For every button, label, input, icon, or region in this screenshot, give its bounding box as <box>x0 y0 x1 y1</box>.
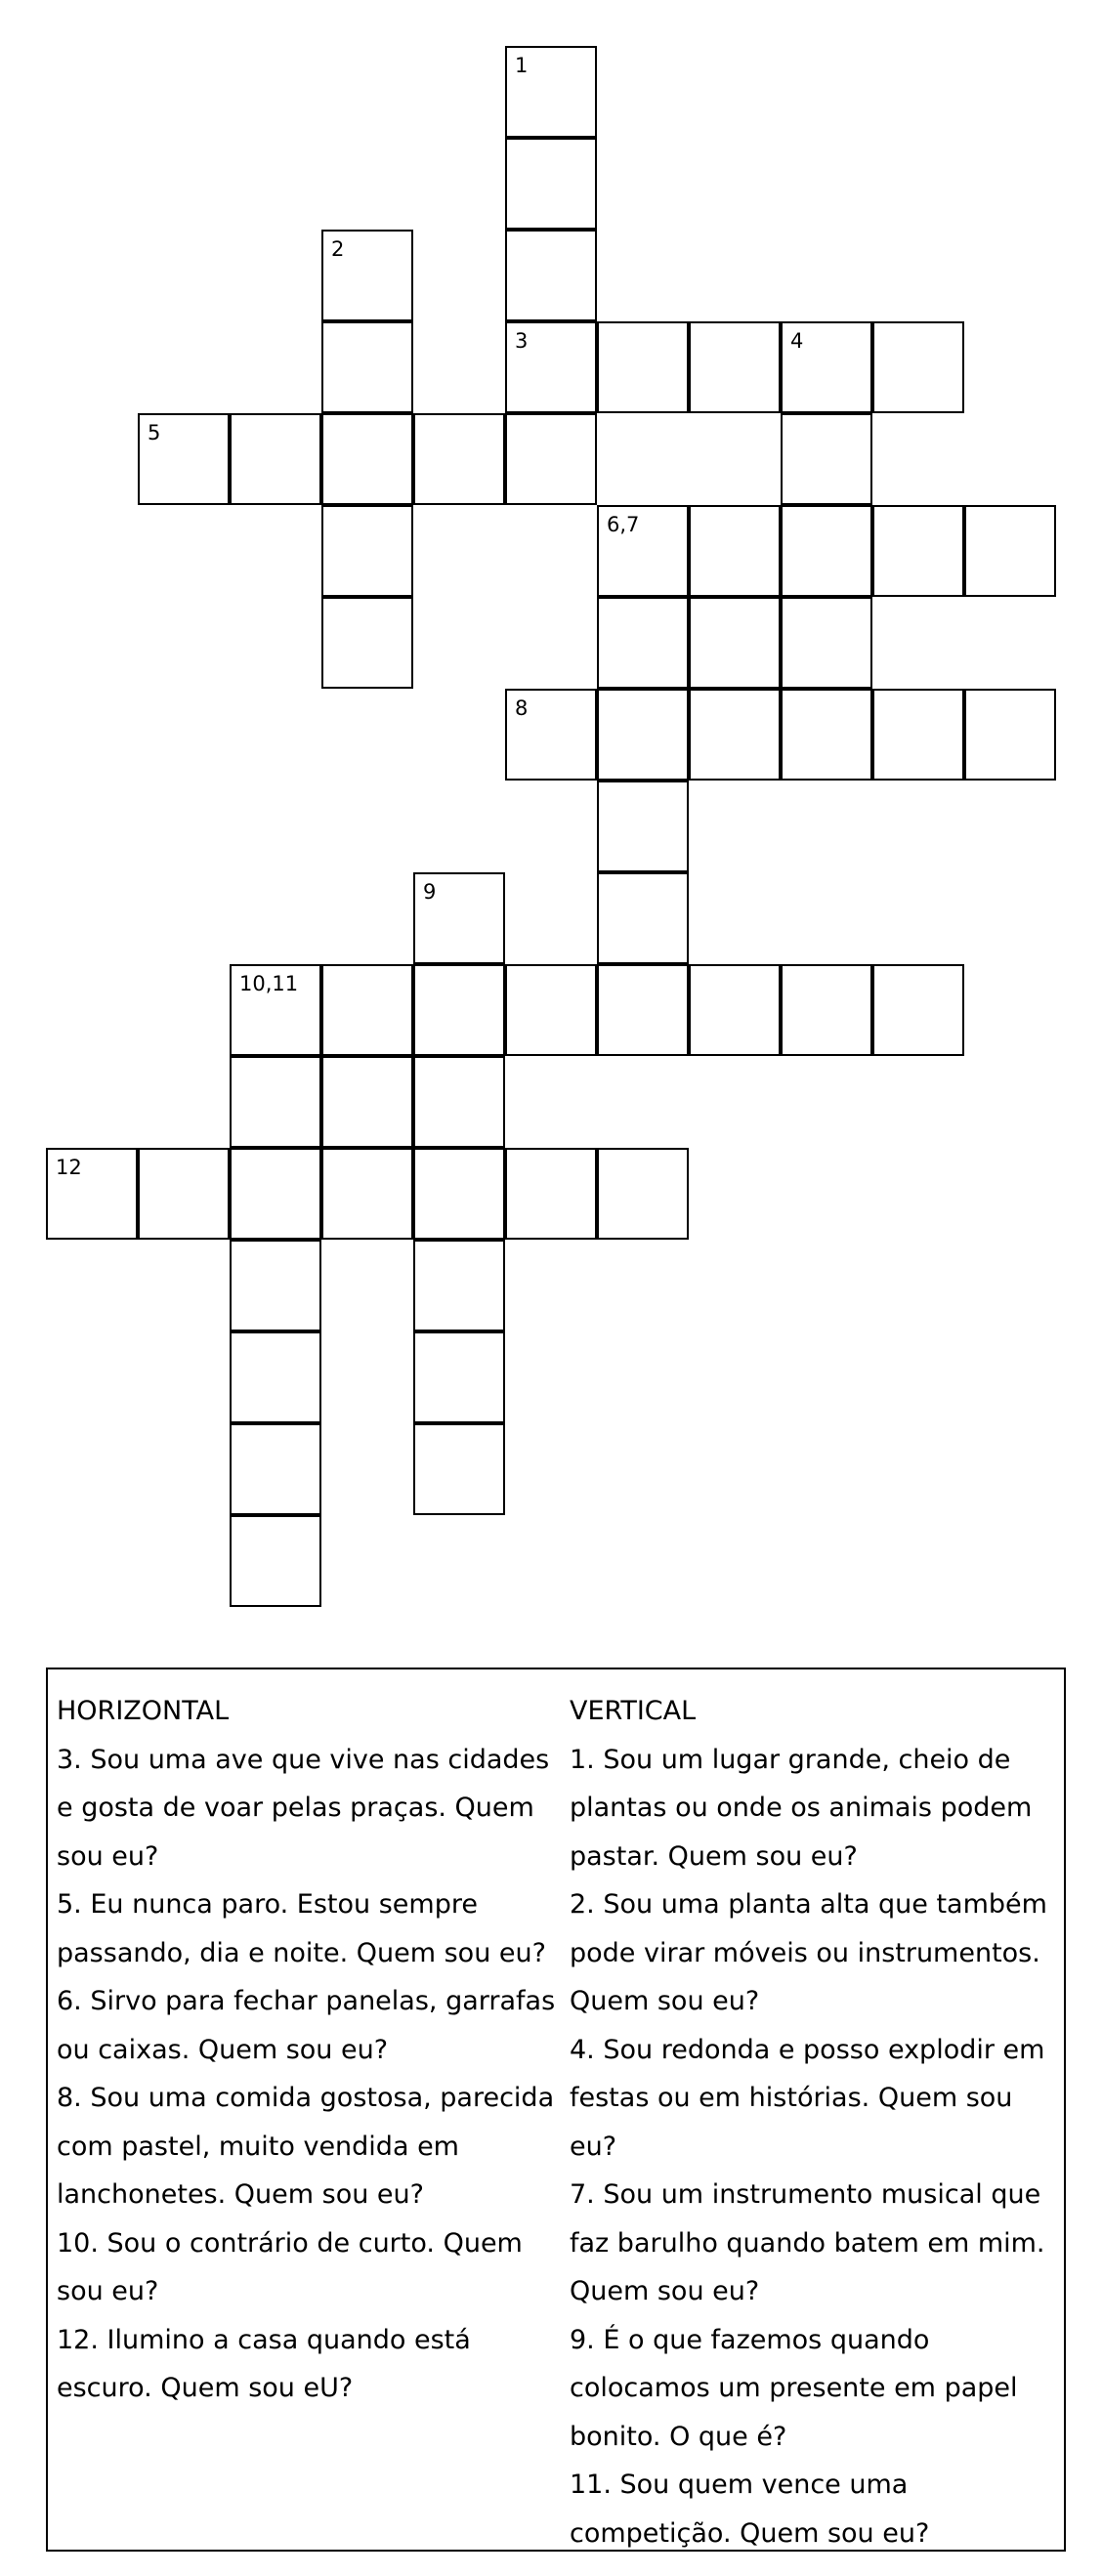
clue-v2: 2. Sou uma planta alta que também pode virar móveis ou instrumentos. Quem sou eu? <box>570 1889 1047 2016</box>
grid-cell[interactable] <box>964 505 1056 597</box>
grid-cell[interactable] <box>413 1240 505 1331</box>
grid-cell[interactable] <box>689 964 781 1056</box>
grid-cell[interactable] <box>689 597 781 689</box>
clue-number: 6,7 <box>607 513 640 536</box>
grid-cell[interactable] <box>230 1515 321 1607</box>
clue-number: 10,11 <box>239 972 299 995</box>
clue-h6: 6. Sirvo para fechar panelas, garrafas ou caixas. Quem sou eu? <box>57 1986 556 2065</box>
grid-cell[interactable] <box>321 321 413 413</box>
grid-cell[interactable] <box>505 138 597 230</box>
grid-cell[interactable] <box>597 964 689 1056</box>
grid-cell[interactable] <box>597 1148 689 1240</box>
clue-number: 9 <box>423 880 437 904</box>
grid-cell[interactable] <box>230 1331 321 1423</box>
clue-h3: 3. Sou uma ave que vive nas cidades e gosta de voar pelas praças. Quem sou eu? <box>57 1744 550 1872</box>
grid-cell[interactable] <box>781 321 872 413</box>
grid-cell[interactable] <box>505 964 597 1056</box>
clue-h5: 5. Eu nunca paro. Estou sempre passando, dia e noite. Quem sou eu? <box>57 1889 546 1968</box>
grid-cell[interactable] <box>872 505 964 597</box>
grid-cell[interactable] <box>964 689 1056 781</box>
grid-cell[interactable] <box>230 964 321 1056</box>
clue-number: 5 <box>148 421 161 444</box>
grid-cell[interactable] <box>505 230 597 321</box>
clue-number: 4 <box>790 329 804 353</box>
grid-cell[interactable] <box>872 321 964 413</box>
horizontal-title: HORIZONTAL <box>57 1696 230 1726</box>
grid-cell[interactable] <box>413 1148 505 1240</box>
grid-cell[interactable] <box>505 321 597 413</box>
clue-v7: 7. Sou um instrumento musical que faz barulho quando batem em mim. Quem sou eu? <box>570 2179 1045 2306</box>
grid-cell[interactable] <box>230 1240 321 1331</box>
clue-number: 1 <box>515 54 529 77</box>
clue-number: 8 <box>515 697 529 720</box>
grid-cell[interactable] <box>413 872 505 964</box>
clue-number: 2 <box>331 237 345 261</box>
grid-cell[interactable] <box>689 321 781 413</box>
grid-cell[interactable] <box>781 964 872 1056</box>
grid-cell[interactable] <box>321 597 413 689</box>
grid-cell[interactable] <box>230 1056 321 1148</box>
grid-cell[interactable] <box>872 689 964 781</box>
grid-cell[interactable] <box>781 505 872 597</box>
vertical-clues <box>570 1687 1063 2557</box>
grid-cell[interactable] <box>230 1148 321 1240</box>
grid-cell[interactable] <box>597 505 689 597</box>
clue-v1: 1. Sou um lugar grande, cheio de plantas ou onde os animais podem pastar. Quem sou eu? <box>570 1744 1033 1872</box>
grid-cell[interactable] <box>781 689 872 781</box>
grid-cell[interactable] <box>781 597 872 689</box>
grid-cell[interactable] <box>597 689 689 781</box>
clue-h8: 8. Sou uma comida gostosa, parecida com pastel, muito vendida em lanchonetes. Quem sou eu? <box>57 2083 555 2210</box>
grid-cell[interactable] <box>872 964 964 1056</box>
grid-cell[interactable] <box>505 1148 597 1240</box>
grid-cell[interactable] <box>321 1056 413 1148</box>
grid-cell[interactable] <box>597 321 689 413</box>
grid-cell[interactable] <box>230 413 321 505</box>
grid-cell[interactable] <box>505 46 597 138</box>
clue-h10: 10. Sou o contrário de curto. Quem sou eu? <box>57 2227 523 2306</box>
grid-cell[interactable] <box>781 413 872 505</box>
grid-cell[interactable] <box>321 413 413 505</box>
grid-cell[interactable] <box>597 872 689 964</box>
grid-cell[interactable] <box>689 689 781 781</box>
grid-cell[interactable] <box>321 505 413 597</box>
vertical-title: VERTICAL <box>570 1696 697 1726</box>
grid-cell[interactable] <box>46 1148 138 1240</box>
grid-cell[interactable] <box>321 230 413 321</box>
grid-cell[interactable] <box>413 964 505 1056</box>
grid-cell[interactable] <box>230 1423 321 1515</box>
clue-h12: 12. Ilumino a casa quando está escuro. Quem sou eU? <box>57 2324 471 2403</box>
grid-cell[interactable] <box>413 1331 505 1423</box>
grid-cell[interactable] <box>597 781 689 872</box>
grid-cell[interactable] <box>321 964 413 1056</box>
horizontal-clues <box>57 1687 560 2413</box>
clue-v11: 11. Sou quem vence uma competição. Quem sou eu? <box>570 2470 930 2549</box>
clue-v4: 4. Sou redonda e posso explodir em festas ou em histórias. Quem sou eu? <box>570 2034 1045 2162</box>
clues-box <box>46 1668 1066 2552</box>
clue-number: 12 <box>56 1156 82 1179</box>
grid-cell[interactable] <box>138 1148 230 1240</box>
grid-cell[interactable] <box>505 413 597 505</box>
grid-cell[interactable] <box>505 689 597 781</box>
grid-cell[interactable] <box>138 413 230 505</box>
clue-number: 3 <box>515 329 529 353</box>
grid-cell[interactable] <box>413 1056 505 1148</box>
grid-cell[interactable] <box>413 413 505 505</box>
grid-cell[interactable] <box>413 1423 505 1515</box>
clue-v9: 9. É o que fazemos quando colocamos um presente em papel bonito. O que é? <box>570 2324 1018 2452</box>
grid-cell[interactable] <box>321 1148 413 1240</box>
grid-cell[interactable] <box>597 597 689 689</box>
grid-cell[interactable] <box>689 505 781 597</box>
